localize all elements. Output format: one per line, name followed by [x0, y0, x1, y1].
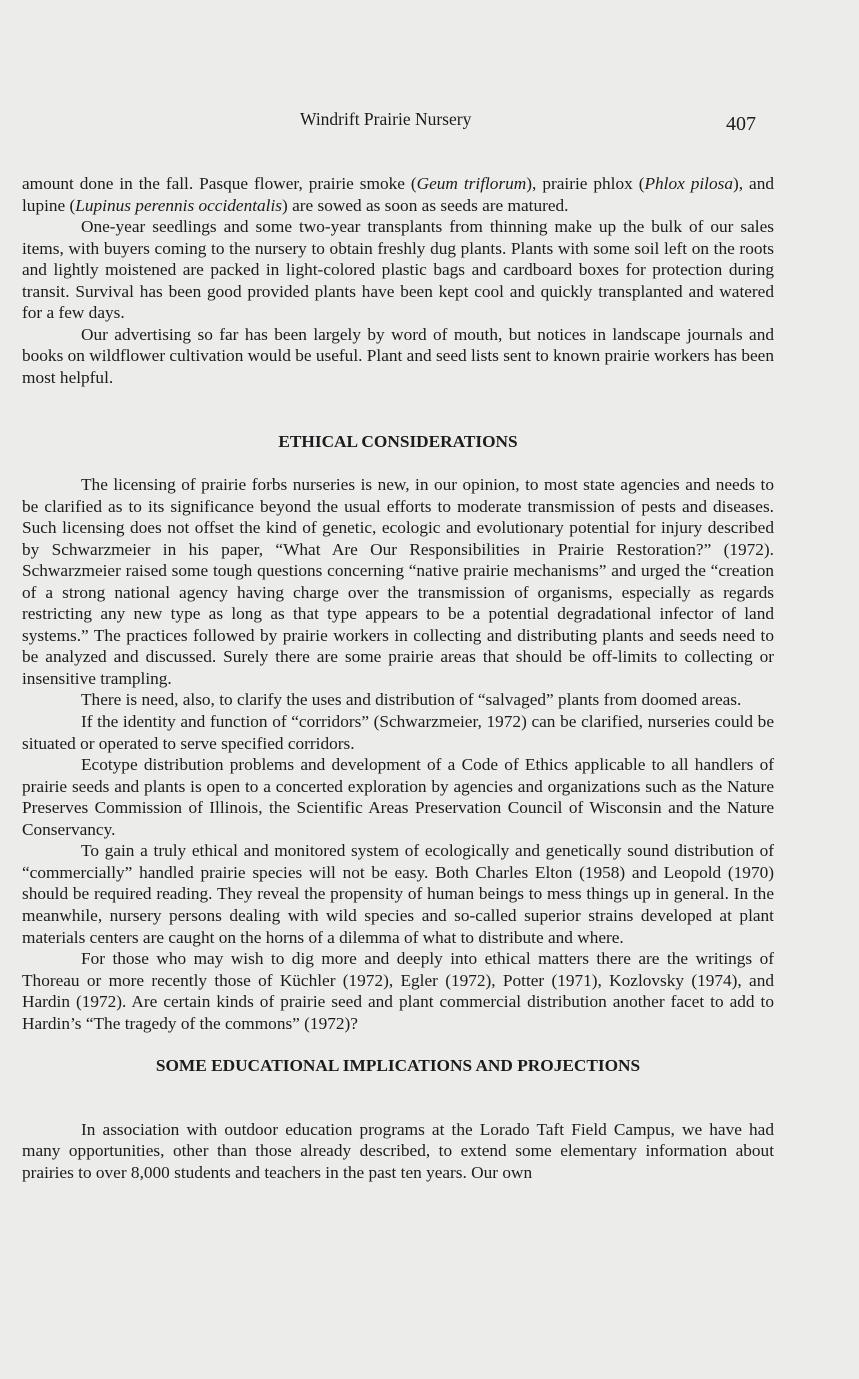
species-name-lupinus: Lupinus perennis occidentalis — [75, 195, 282, 215]
paragraph-seedlings: One-year seedlings and some two-year transplants from thinning make up the bulk of our sales items, with buyers coming to the nursery to obtain freshly dug plants. Plants with some soil left on the roots and lightly moistened are packed in light-colored plastic bags and cardboard boxes for protection during transit. Survival has been good provided plants have been kept cool and quickly transplanted and watered for a few days. — [22, 217, 774, 323]
running-title: Windrift Prairie Nursery — [300, 109, 472, 129]
page-number: 407 — [726, 113, 756, 135]
species-name-phlox: Phlox pilosa — [644, 174, 733, 193]
section-heading-ethical: ETHICAL CONSIDERATIONS — [278, 432, 518, 452]
paragraph-continued: amount done in the fall. Pasque flower, prairie smoke (Geum triflorum), prairie phlox (Phlox pilosa), and lupine (Lupinus perennis occidentalis) are sowed as soon as seeds are matured. — [22, 174, 774, 215]
paragraph-licensing: The licensing of prairie forbs nurseries is new, in our opinion, to most state agencies and needs to be clarified as to its significance beyond the usual efforts to moderate transmission of pests and diseases. Such licensing does not offset the kind of genetic, ecologic and evolutionary potential for injury described by Schwarzmeier in his paper, “What Are Our Responsibilities in Prairie Restoration?” (1972). Schwarzmeier raised some tough questions concerning “native prairie mechanisms” and urged the “creation of a strong national agency having charge over the transmission of organisms, especially as regards restricting any new type as long as that type appears to be a potential degradational infector of land systems.” The practices followed by prairie workers in collecting and distributing plants and seeds need to be analyzed and discussed. Surely there are some prairie areas that should be off-limits to collecting or insensitive trampling. — [22, 475, 774, 688]
paragraph-ethical-system: To gain a truly ethical and monitored system of ecologically and genetically sound distribution of “commercially” handled prairie species will not be easy. Both Charles Elton (1958) and Leopold (1970) should be required reading. They reveal the propensity of human beings to mess things up in general. In the meanwhile, nursery persons dealing with wild species and so-called superior strains developed at plant materials centers are caught on the horns of a dilemma of what to distribute and where. — [22, 841, 774, 947]
paragraph-advertising: Our advertising so far has been largely by word of mouth, but notices in landscape journals and books on wildflower cultivation would be useful. Plant and seed lists sent to known prairie workers has been most helpful. — [22, 324, 774, 387]
section-heading-educational: SOME EDUCATIONAL IMPLICATIONS AND PROJECTIONS — [155, 1056, 641, 1076]
species-name-geum: Geum triflorum — [416, 174, 527, 193]
running-header — [0, 109, 859, 135]
paragraph-ecotype: Ecotype distribution problems and development of a Code of Ethics applicable to all handlers of prairie seeds and plants is open to a concerted exploration by agencies and organizations such as the Nature Preserves Commission of Illinois, the Scientific Areas Preservation Council of Wisconsin and the Nature Conservancy. — [22, 755, 774, 839]
paragraph-salvaged: There is need, also, to clarify the uses and distribution of “salvaged” plants from doomed areas. — [81, 690, 742, 710]
body-text — [22, 173, 774, 1183]
paragraph-outdoor-education: In association with outdoor education programs at the Lorado Taft Field Campus, we have had many opportunities, other than those already described, to extend some elementary information about prairies to over 8,000 students and teachers in the past ten years. Our own — [22, 1119, 774, 1182]
paragraph-corridors: If the identity and function of “corridors” (Schwarzmeier, 1972) can be clarified, nurseries could be situated or operated to serve specified corridors. — [22, 712, 774, 753]
paragraph-further-reading: For those who may wish to dig more and deeply into ethical matters there are the writings of Thoreau or more recently those of Küchler (1972), Egler (1972), Potter (1971), Kozlovsky (1974), and Hardin (1972). Are certain kinds of prairie seed and plant commercial distribution another facet to add to Hardin’s “The tragedy of the commons” (1972)? — [22, 949, 774, 1033]
